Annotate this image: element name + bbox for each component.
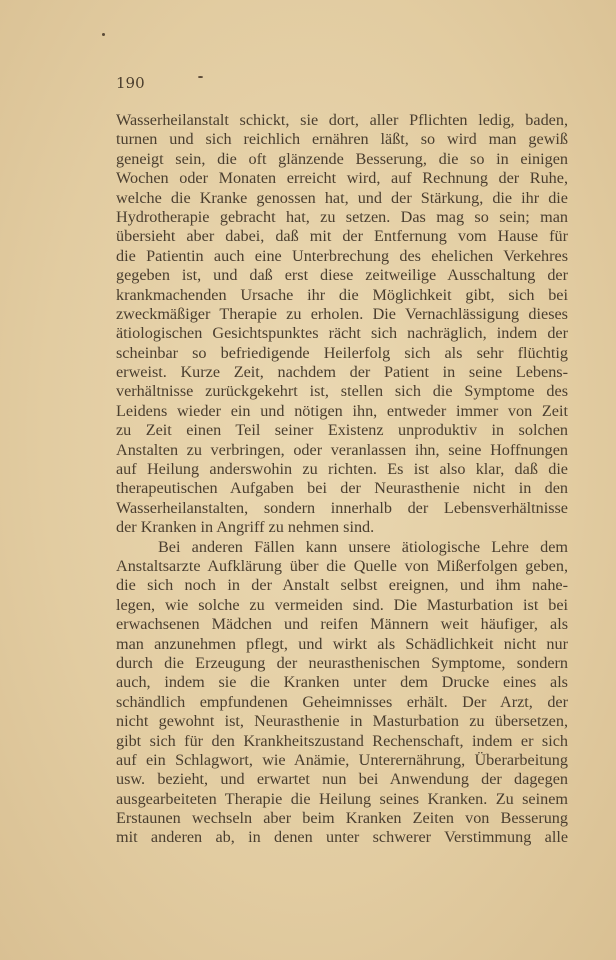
text-line: scheinbar so befriedigende Heilerfolg sich als sehr flüchtig [116,343,568,362]
text-line: Anstalten zu verbringen, oder veranlassen ihn, seine Hoffnungen [116,440,568,459]
text-line: Leidens wieder ein und nötigen ihn, entweder immer von Zeit [116,401,568,420]
text-line: Wasserheilanstalt schickt, sie dort, aller Pflichten ledig, baden, [116,111,568,129]
text-line: die Patientin auch eine Unterbrechung des ehelichen Verkehres [116,246,568,265]
text-line: erweist. Kurze Zeit, nachdem der Patient in seine Lebens- [116,363,568,382]
text-line: Anstaltsarzte Aufklärung über die Quelle von Mißerfolgen geben, [116,556,568,575]
text-line: welche die Kranke genossen hat, und der Stärkung, die ihr die [116,188,568,207]
text-line: Wochen oder Monaten erreicht wird, auf Rechnung der Ruhe, [116,169,568,188]
text-line: gibt sich für den Krankheitszustand Rechenschaft, indem er sich [116,731,568,750]
text-line: gegeben ist, und daß erst diese zeitweilige Ausschaltung der [116,266,568,285]
page-number: 190 [116,74,145,92]
text-line: Erstaunen wechseln aber beim Kranken Zeiten von Besserung [116,809,568,828]
text-line: auf Heilung anderswohin zu richten. Es ist also klar, daß die [116,460,568,479]
text-line: übersieht aber dabei, daß mit der Entfernung vom Hause für [116,227,568,246]
text-line: nicht gewohnt ist, Neurasthenie in Masturbation zu übersetzen, [116,712,568,731]
text-line: verhältnisse zurückgekehrt ist, stellen sich die Symptome des [116,382,568,401]
text-line: ätiologischen Gesichtspunktes rächt sich nachräglich, indem der [116,324,568,343]
text-line: ausgearbeiteten Therapie die Heilung seines Kranken. Zu seinem [116,789,568,808]
text-line: zu Zeit einen Teil seiner Existenz unproduktiv in solchen [116,421,568,440]
text-line: Hydrotherapie gebracht hat, zu setzen. Das mag so sein; man [116,207,568,226]
text-line: zweckmäßiger Therapie zu erholen. Die Vernachlässigung dieses [116,304,568,323]
page-body-text [116,111,568,848]
text-line: turnen und sich reichlich ernähren läßt, so wird man gewiß [116,130,568,149]
text-line: geneigt sein, die oft glänzende Besserung, die so in einigen [116,149,568,168]
text-line: Wasserheilanstalten, sondern innerhalb der Lebensverhältnisse [116,498,568,517]
text-line: auch, indem sie die Kranken unter dem Drucke eines als [116,673,568,692]
paper-speck [198,76,203,78]
text-line: durch die Erzeugung der neurasthenischen Symptome, sondern [116,653,568,672]
text-line: man anzunehmen pflegt, und wirkt als Schädlichkeit nicht nur [116,634,568,653]
text-line: therapeutischen Aufgaben bei der Neurasthenie nicht in den [116,479,568,498]
text-line: schändlich empfundenen Geheimnisses erhält. Der Arzt, der [116,692,568,711]
text-line: usw. bezieht, und erwartet nun bei Anwendung der dagegen [116,770,568,789]
text-line: Bei anderen Fällen kann unsere ätiologische Lehre dem [158,537,568,556]
paper-speck [102,33,105,36]
text-line: mit anderen ab, in denen unter schwerer Verstimmung alle [116,828,568,847]
text-line: auf ein Schlagwort, wie Anämie, Unterernährung, Überarbeitung [116,750,568,769]
text-line: die sich noch in der Anstalt selbst ereignen, und ihm nahe- [116,576,568,595]
text-line: erwachsenen Mädchen und reifen Männern weit häufiger, als [116,615,568,634]
text-line: krankmachenden Ursache ihr die Möglichkeit gibt, sich bei [116,285,568,304]
text-line: legen, wie solche zu vermeiden sind. Die Masturbation ist bei [116,595,568,614]
text-line: der Kranken in Angriff zu nehmen sind. [116,518,375,537]
